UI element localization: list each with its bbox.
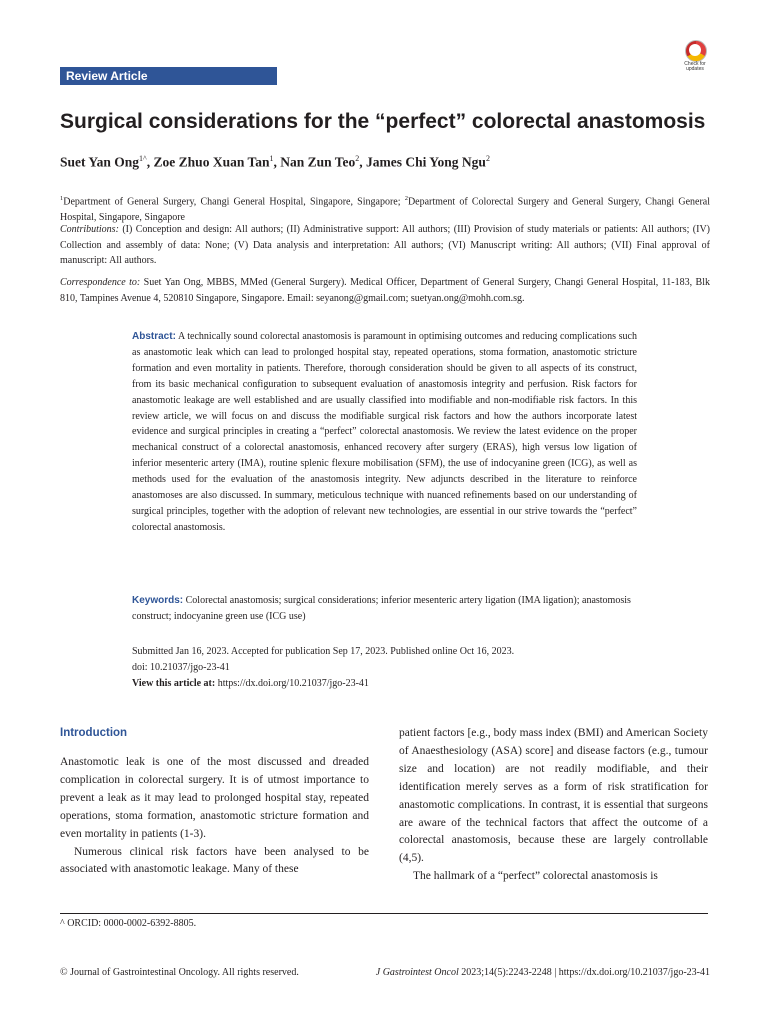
view-article-label: View this article at: <box>132 677 216 689</box>
body-column-right <box>399 725 708 886</box>
citation-details: 2023;14(5):2243-2248 | https://dx.doi.org/10.21037/jgo-23-41 <box>458 967 710 978</box>
keywords <box>132 593 637 625</box>
keywords-label: Keywords: <box>132 595 184 606</box>
journal-name: J Gastrointest Oncol <box>375 967 459 978</box>
paragraph: The hallmark of a “perfect” colorectal anastomosis is <box>413 870 658 883</box>
author-affiliation-mark: 2 <box>485 154 490 163</box>
check-for-updates-button[interactable] <box>681 40 709 74</box>
abstract-text: A technically sound colorectal anastomosis is paramount in optimising outcomes and reducing complications such as anastomotic leak which can lead to prolonged hospital stay, repeated operations, stoma formation, anastomotic stricture formation and even mortality in patients. Therefore, thorough consideration should be given to all aspects of its construct, from its basic mechanical configuration to subsequent evaluation of anastomosis integrity and perfusion. Risk factors for anastomotic leakage are well established and are usually classified into modifiable and non-modifiable risk factors. In this review article, we will focus on and discuss the modifiable surgical risk factors and how the authors incorporate latest evidence and surgical principles in creating a “perfect” colorectal anastomosis. We review the latest evidence on the proper mechanical construct of a colorectal anastomosis, enhanced recovery after surgery (ERAS), high versus low ligation of inferior mesenteric artery (IMA), routine splenic flexure mobilisation (SFM), the use of indocyanine green (ICG), as well as methods used for the evaluation of the anastomosis integrity. New adjuncts described in the literature to reinforce anastomoses are also discussed. In summary, meticulous technique with nuanced refinements based on our understanding of surgical principles, together with the adoption of relevant new technologies, are essential in our strive towards the “perfect” colorectal anastomosis. <box>132 331 637 533</box>
publication-info <box>132 644 637 692</box>
keywords-text: Colorectal anastomosis; surgical considerations; inferior mesenteric artery ligation (IMA ligation); anastomosis construct; indocyanine green use (ICG use) <box>132 595 631 622</box>
doi: doi: 10.21037/jgo-23-41 <box>132 661 230 673</box>
affiliations <box>60 191 710 225</box>
check-icon-center <box>689 44 701 56</box>
abstract-label: Abstract: <box>132 331 176 342</box>
correspondence-label: Correspondence to: <box>60 277 141 288</box>
author-name: Zoe Zhuo Xuan Tan <box>153 154 270 170</box>
article-type-badge: Review Article <box>60 67 277 85</box>
contributions-label: Contributions: <box>60 224 119 235</box>
view-article-link[interactable]: https://dx.doi.org/10.21037/jgo-23-41 <box>215 677 369 689</box>
affiliation-1: Department of General Surgery, Changi General Hospital, Singapore, Singapore; <box>63 196 405 208</box>
article-title: Surgical considerations for the “perfect” colorectal anastomosis <box>60 110 706 133</box>
author-name: Nan Zun Teo <box>280 154 356 170</box>
correspondence <box>60 275 710 306</box>
author-affiliation-mark: 1 <box>269 154 274 163</box>
author-affiliation-mark: 1^ <box>139 154 147 163</box>
journal-citation <box>348 967 710 978</box>
affiliation-2: Department of Colorectal Surgery and General Surgery, Changi General Hospital, Singapore, Singapore <box>60 196 710 223</box>
contributions <box>60 222 710 269</box>
paragraph: Numerous clinical risk factors have been analysed to be associated with anastomotic leakage. Many of these <box>60 845 369 876</box>
publication-dates: Submitted Jan 16, 2023. Accepted for publication Sep 17, 2023. Published online Oct 16, 2023. <box>132 646 515 657</box>
check-for-updates-label: Check for updates <box>684 61 706 72</box>
author-affiliation-mark: 2 <box>355 154 360 163</box>
contributions-text: (I) Conception and design: All authors; (II) Administrative support: All authors; (III) Provision of study materials or patients: All authors; (IV) Collection and assembly of data: None; (V) Data analysis and interpretation: All authors; (VI) Manuscript writing: All authors; (VII) Final approval of manuscript: All authors. <box>60 224 710 266</box>
paragraph: patient factors [e.g., body mass index (BMI) and American Society of Anaesthesiology (ASA) score] and disease factors (e.g., tumour size and location) are not readily modifiable, and their identification merely serves as a form of risk stratification for anastomotic complications. In contrast, it is essential that surgeons are aware of the technical factors that affect the outcome of a colorectal anastomosis, because these are largely controllable (4,5). <box>399 727 708 865</box>
correspondence-text: Suet Yan Ong, MBBS, MMed (General Surgery). Medical Officer, Department of General Surgery, Changi General Hospital, 11-183, Blk 810, Tampines Avenue 4, 520810 Singapore, Singapore. Email: seyanong@gmail.com; suetyan.ong@mohh.com.sg. <box>60 277 710 304</box>
copyright-notice: © Journal of Gastrointestinal Oncology. All rights reserved. <box>60 967 299 978</box>
author-list: Suet Yan Ong$^{1\^{}}$, Zoe Zhuo Xuan Tan$^1$, Nan Zun Teo$^2$, James Chi Yong Ngu$^2$ <box>60 154 490 170</box>
footnote-divider <box>60 913 708 914</box>
affiliation-mark: 2 <box>404 195 408 202</box>
author-name: James Chi Yong Ngu <box>366 154 486 170</box>
section-heading-introduction: Introduction <box>60 727 128 739</box>
abstract <box>132 329 637 536</box>
orcid-footnote: ^ ORCID: 0000-0002-6392-8805. <box>60 918 197 929</box>
affiliation-mark: 1 <box>60 195 64 202</box>
view-article <box>132 676 637 692</box>
author-name: Suet Yan Ong <box>60 154 140 170</box>
paragraph: Anastomotic leak is one of the most discussed and dreaded complication in colorectal surgery. It is of utmost importance to prevent a leak as it may lead to prolonged hospital stay, repeated operations, stoma formation, anastomotic stricture formation and even mortality in patients (1-3). <box>60 756 369 840</box>
body-column-left <box>60 754 369 879</box>
